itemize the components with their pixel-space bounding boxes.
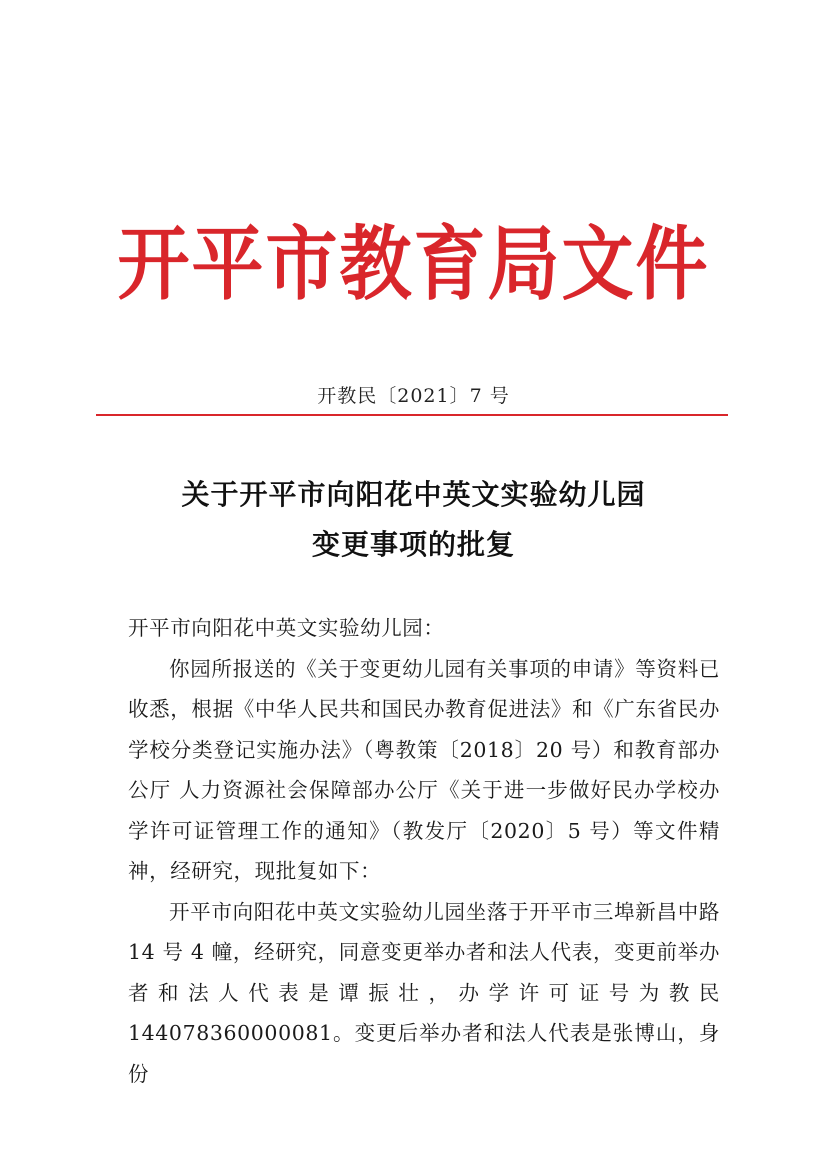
salutation: 开平市向阳花中英文实验幼儿园： (128, 616, 445, 640)
red-divider-line (96, 414, 728, 416)
document-title (0, 470, 827, 570)
document-masthead: 开平市教育局文件 (117, 216, 710, 312)
document-body (128, 608, 720, 1094)
title-line-1: 关于开平市向阳花中英文实验幼儿园 (181, 478, 646, 511)
document-number: 开教民〔2021〕7 号 (317, 385, 510, 407)
body-paragraph: 你园所报送的《关于变更幼儿园有关事项的申请》等资料已收悉，根据《中华人民共和国民办教育促进法》和《广东省民办学校分类登记实施办法》（粤教策〔2018〕20 号）和教育部办公厅 人力资源社会保障部办公厅《关于进一步做好民办学校办学许可证管理工作的通知》（教发厅〔2020〕5 号）等文件精神，经研究，现批复如下： (128, 656, 720, 883)
title-line-2: 变更事项的批复 (311, 528, 515, 561)
body-paragraph: 开平市向阳花中英文实验幼儿园坐落于开平市三埠新昌中路 14 号 4 幢，经研究，同意变更举办者和法人代表，变更前举办者和法人代表是谭振壮，办学许可证号为教民 144078360000081。变更后举办者和法人代表是张博山，身份 (128, 899, 720, 1086)
